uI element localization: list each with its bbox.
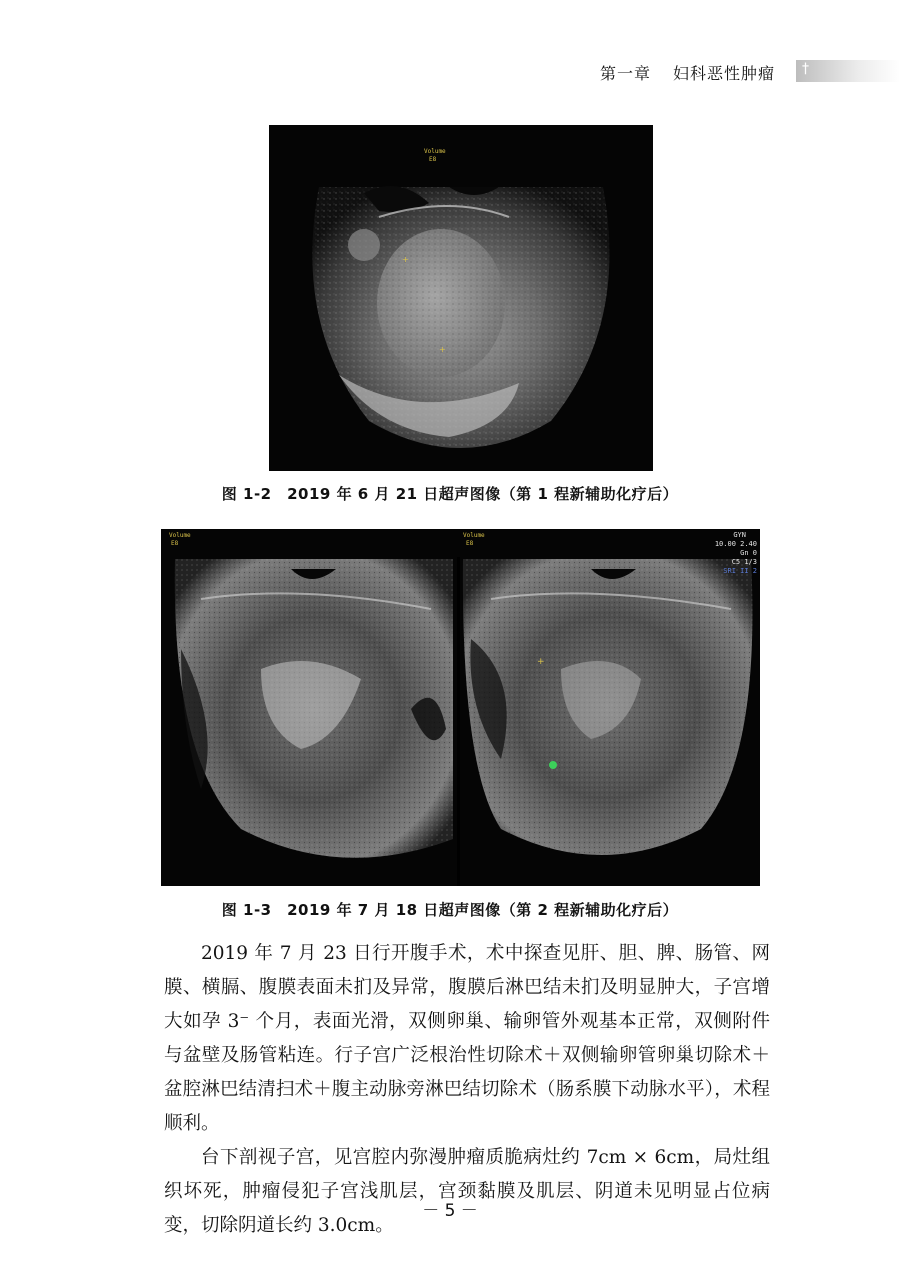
svg-text:SRI II 2: SRI II 2 [723, 567, 757, 575]
svg-text:GYN: GYN [733, 531, 746, 539]
paragraph-surgery: 2019 年 7 月 23 日行开腹手术，术中探查见肝、胆、脾、肠管、网膜、横膈、腹膜表面未扪及异常，腹膜后淋巴结未扪及明显肿大，子宫增大如孕 3⁻ 个月，表面光滑，双侧卵巢、输卵管外观基本正常，双侧附件与盆壁及肠管粘连。行子宫广泛根治性切除术＋双侧输卵管卵巢切除术＋盆腔淋巴结清扫术＋腹主动脉旁淋巴结切除术（肠系膜下动脉水平），术程顺利。 [164, 943, 770, 1134]
ultrasound-image-1-2 [269, 125, 653, 471]
ultrasound-drawing-1-2 [269, 125, 653, 471]
running-header [600, 60, 809, 84]
svg-text:E8: E8 [429, 156, 437, 163]
svg-text:E8: E8 [171, 540, 179, 547]
chapter-title: 妇科恶性肿瘤 [673, 63, 776, 83]
caliper-marker: + [439, 345, 446, 354]
overlay-label-mid: Volume [463, 532, 485, 539]
figure-caption-1-3: 图 1-3 2019 年 7 月 18 日超声图像（第 2 程新辅助化疗后） [221, 901, 679, 919]
ultrasound-drawing-1-3 [161, 529, 760, 886]
svg-text:Gn 0: Gn 0 [740, 549, 757, 557]
caliper-marker: + [402, 255, 409, 264]
overlay-label-left: Volume [169, 532, 191, 539]
caliper-marker: + [537, 657, 545, 667]
figure-caption-1-2: 图 1-2 2019 年 6 月 21 日超声图像（第 1 程新辅助化疗后） [221, 485, 679, 503]
paragraph-pathology: 台下剖视子宫，见宫腔内弥漫肿瘤质脆病灶约 7cm × 6cm，局灶组织坏死，肿瘤侵犯子宫浅肌层，宫颈黏膜及肌层、阴道未见明显占位病变，切除阴道长约 3.0cm。 [164, 1147, 770, 1236]
svg-text:10.00 2.40: 10.00 2.40 [714, 540, 757, 548]
caliper-marker-green [549, 761, 557, 769]
chapter-number: 第一章 [600, 63, 652, 83]
overlay-label-1-2: Volume [424, 148, 446, 155]
page-number: － 5 － [422, 1201, 478, 1221]
ultrasound-image-1-3 [161, 529, 760, 886]
svg-text:E8: E8 [466, 540, 474, 547]
header-tab-decoration: † [796, 60, 900, 82]
svg-text:C5 1/3: C5 1/3 [731, 558, 757, 566]
